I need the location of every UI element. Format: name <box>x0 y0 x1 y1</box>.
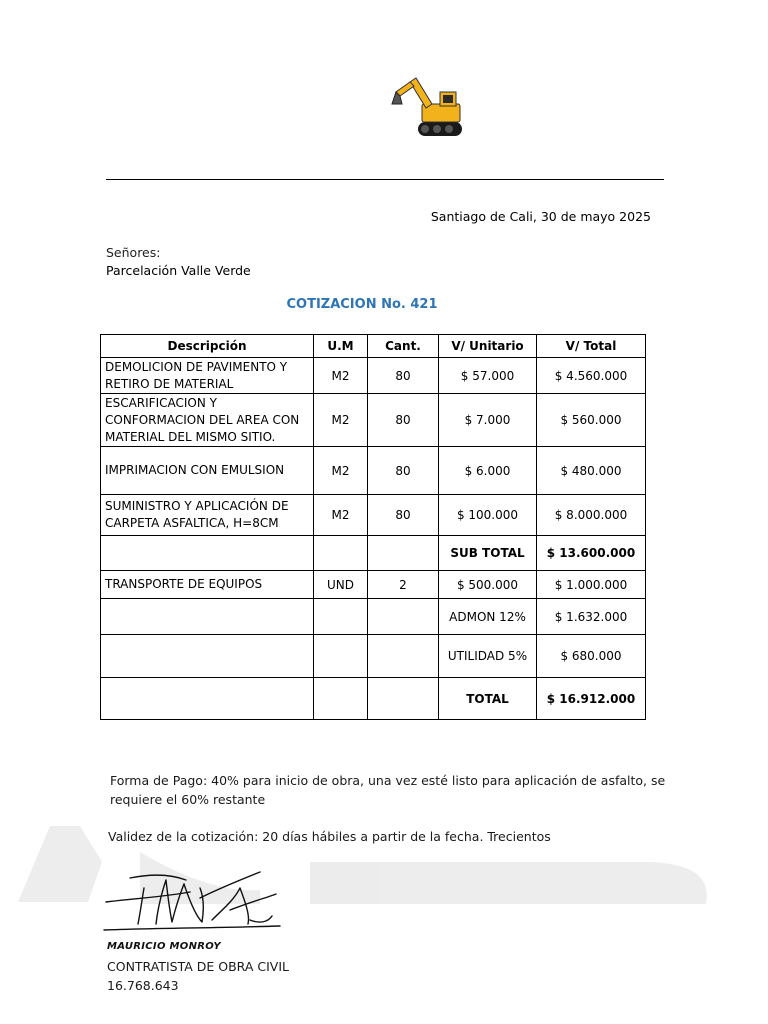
cell-description <box>101 599 314 635</box>
cell-quantity: 80 <box>368 495 439 536</box>
cell-quantity: 2 <box>368 571 439 599</box>
cell-description: DEMOLICION DE PAVIMENTO Y RETIRO DE MATERIAL <box>101 358 314 394</box>
cell-quantity <box>368 678 439 720</box>
cell-description: SUMINISTRO Y APLICACIÓN DE CARPETA ASFALTICA, H=8CM <box>101 495 314 536</box>
cell-description: ESCARIFICACION Y CONFORMACION DEL AREA CON MATERIAL DEL MISMO SITIO. <box>101 394 314 447</box>
subtotal-row <box>101 536 646 571</box>
quote-table <box>100 334 646 720</box>
column-header-total: V/ Total <box>537 335 646 358</box>
cell-description <box>101 678 314 720</box>
table-row <box>101 358 646 394</box>
date-line: Santiago de Cali, 30 de mayo 2025 <box>430 209 651 224</box>
subtotal-label: SUB TOTAL <box>439 536 537 571</box>
cell-total: $ 1.000.000 <box>537 571 646 599</box>
cell-quantity: 80 <box>368 447 439 495</box>
cell-unit <box>314 536 368 571</box>
excavator-icon <box>388 70 464 140</box>
column-header-unit: U.M <box>314 335 368 358</box>
cell-unit: UND <box>314 571 368 599</box>
admin-row <box>101 599 646 635</box>
cell-unit-price: $ 500.000 <box>439 571 537 599</box>
cell-total: $ 560.000 <box>537 394 646 447</box>
total-label: TOTAL <box>439 678 537 720</box>
quote-title: COTIZACION No. 421 <box>286 297 438 312</box>
cell-unit: M2 <box>314 495 368 536</box>
table-row <box>101 571 646 599</box>
column-header-unit-price: V/ Unitario <box>439 335 537 358</box>
profit-row <box>101 635 646 678</box>
cell-total: $ 8.000.000 <box>537 495 646 536</box>
cell-total: $ 480.000 <box>537 447 646 495</box>
cell-quantity: 80 <box>368 358 439 394</box>
cell-unit <box>314 678 368 720</box>
cell-total: $ 4.560.000 <box>537 358 646 394</box>
profit-label: UTILIDAD 5% <box>439 635 537 678</box>
cell-quantity <box>368 536 439 571</box>
table-row <box>101 447 646 495</box>
cell-quantity: 80 <box>368 394 439 447</box>
admin-label: ADMON 12% <box>439 599 537 635</box>
cell-unit-price: $ 100.000 <box>439 495 537 536</box>
salutation: Señores: <box>106 245 161 260</box>
cell-quantity <box>368 599 439 635</box>
signer-name: MAURICIO MONROY <box>107 941 221 952</box>
signer-role: CONTRATISTA DE OBRA CIVIL <box>107 959 289 974</box>
cell-unit-price: $ 7.000 <box>439 394 537 447</box>
admin-value: $ 1.632.000 <box>537 599 646 635</box>
total-row <box>101 678 646 720</box>
cell-unit: M2 <box>314 358 368 394</box>
table-row <box>101 394 646 447</box>
cell-unit <box>314 599 368 635</box>
cell-unit: M2 <box>314 447 368 495</box>
table-row <box>101 495 646 536</box>
cell-description <box>101 536 314 571</box>
column-header-quantity: Cant. <box>368 335 439 358</box>
cell-unit <box>314 635 368 678</box>
cell-description: IMPRIMACION CON EMULSION <box>101 447 314 495</box>
table-header-row <box>101 335 646 358</box>
cell-description <box>101 635 314 678</box>
client-name: Parcelación Valle Verde <box>106 263 251 278</box>
signature-scribble <box>100 858 300 940</box>
total-value: $ 16.912.000 <box>537 678 646 720</box>
cell-unit-price: $ 57.000 <box>439 358 537 394</box>
subtotal-value: $ 13.600.000 <box>537 536 646 571</box>
cell-description: TRANSPORTE DE EQUIPOS <box>101 571 314 599</box>
payment-terms: Forma de Pago: 40% para inicio de obra, una vez esté listo para aplicación de asfalto, se requiere el 60% restante <box>110 773 666 807</box>
cell-unit: M2 <box>314 394 368 447</box>
validity-terms: Validez de la cotización: 20 días hábiles a partir de la fecha. Trecientos <box>108 829 551 844</box>
column-header-description: Descripción <box>101 335 314 358</box>
signer-id-number: 16.768.643 <box>107 978 179 993</box>
header-divider <box>106 179 664 180</box>
cell-unit-price: $ 6.000 <box>439 447 537 495</box>
profit-value: $ 680.000 <box>537 635 646 678</box>
cell-quantity <box>368 635 439 678</box>
